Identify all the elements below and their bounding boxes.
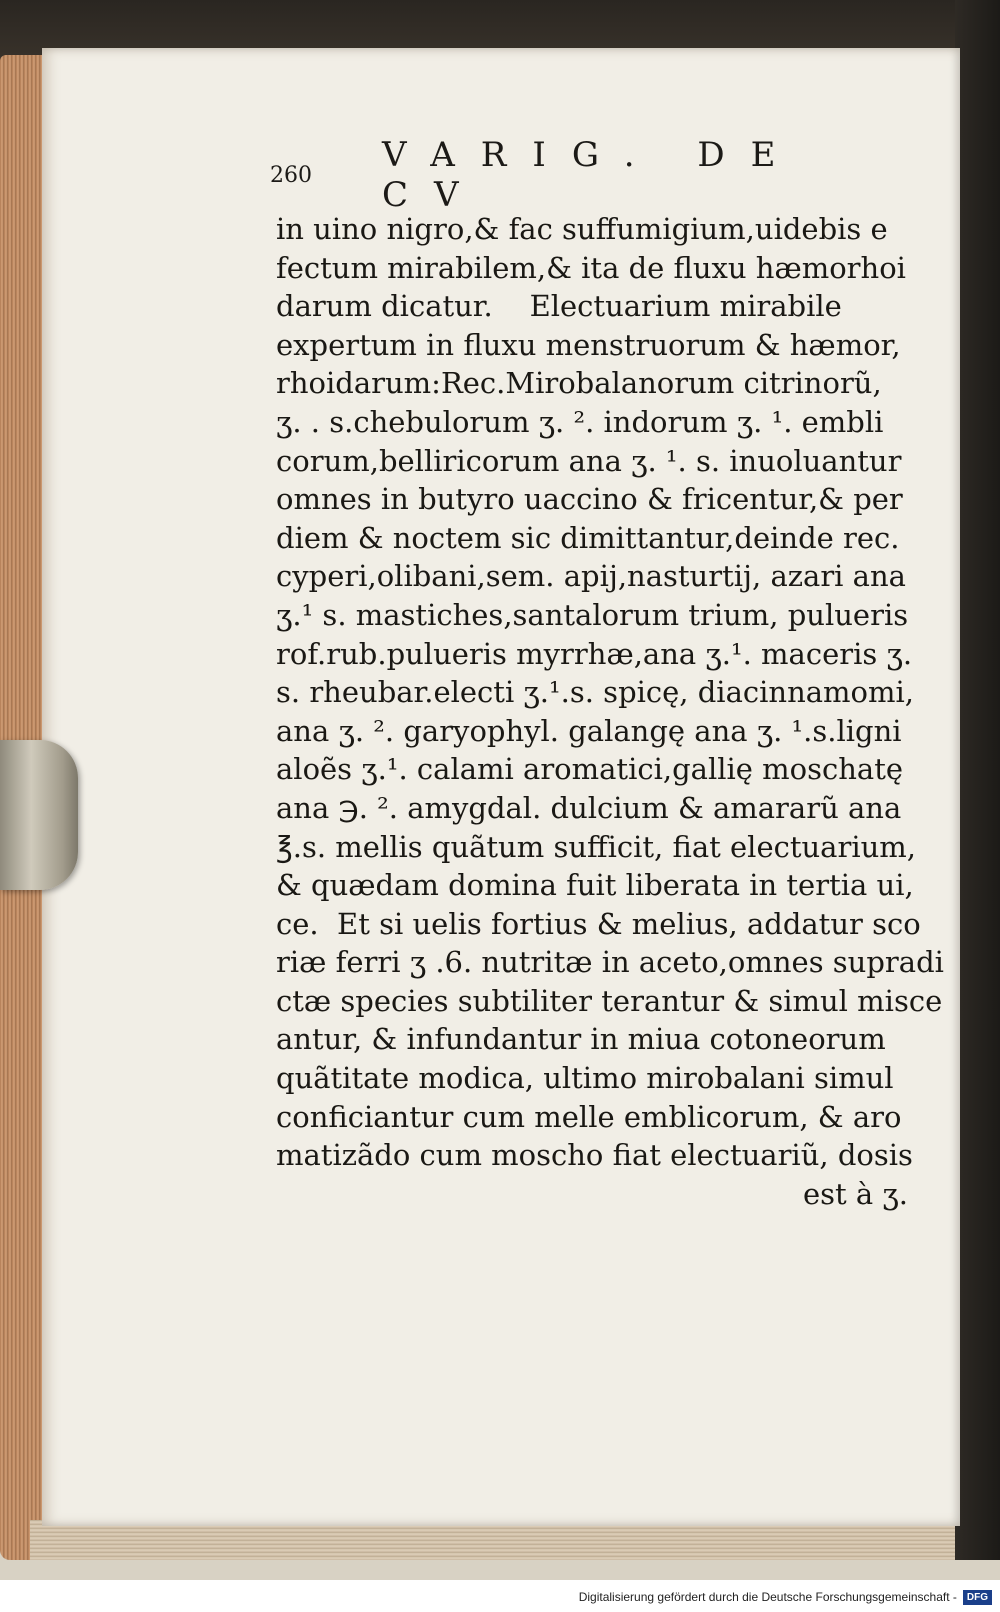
book-binding (955, 0, 1000, 1560)
footer-attribution (0, 1582, 1000, 1612)
page-number: 260 (270, 162, 312, 188)
text-line: & quædam domina fuit liberata in tertia ui, (276, 868, 914, 903)
text-line: rhoidarum:Rec.Mirobalanorum citrinorũ, (276, 366, 882, 401)
running-head: VARIG. DE CV (382, 135, 802, 215)
text-line: ℥.s. mellis quãtum sufficit, fiat electuarium, (276, 829, 916, 864)
text-line: in uino nigro,& fac suffumigium,uidebis e (276, 212, 888, 246)
text-line: corum,belliricorum ana ʒ. ¹. s. inuoluantur (276, 443, 902, 478)
text-line: riæ ferri ʒ .6. nutritæ in aceto,omnes supradi (276, 945, 944, 980)
dfg-logo: DFG (963, 1590, 992, 1605)
text-line: fectum mirabilem,& ita de fluxu hæmorhoi (276, 250, 906, 285)
text-line: ʒ.¹ s. mastiches,santalorum trium, pulueris (276, 597, 909, 632)
text-line: ana ʒ. ². garyophyl. galangę ana ʒ. ¹.s.ligni (276, 713, 902, 748)
text-line: conficiantur cum melle emblicorum, & aro (276, 1099, 902, 1134)
text-line: darum dicatur. Electuarium mirabile (276, 289, 842, 324)
text-line: rof.rub.pulueris myrrhæ,ana ʒ.¹. maceris ʒ. (276, 636, 913, 671)
footer-text: Digitalisierung gefördert durch die Deutsche Forschungsgemeinschaft - (578, 1590, 957, 1604)
text-line: cyperi,olibani,sem. apij,nasturtij, azari ana (276, 559, 906, 594)
text-line: expertum in fluxu menstruorum & hæmor, (276, 327, 901, 362)
text-line-catchword: est à ʒ. (802, 1176, 908, 1211)
text-line: omnes in butyro uaccino & fricentur,& per (276, 482, 903, 517)
text-line: ʒ. . s.chebulorum ʒ. ². indorum ʒ. ¹. embli (276, 404, 884, 439)
text-line: ce. Et si uelis fortius & melius, addatur sco (276, 906, 921, 941)
body-text (276, 210, 944, 1213)
book-clasp (0, 740, 78, 890)
text-line: s. rheubar.electi ʒ.¹.s. spicę, diacinnamomi, (276, 675, 914, 710)
text-line: aloẽs ʒ.¹. calami aromatici,gallię moschatę (276, 752, 904, 787)
running-header (270, 135, 830, 215)
text-line: matizãdo cum moscho fiat electuariũ, dosis (276, 1138, 913, 1173)
text-line: ana ℈. ². amygdal. dulcium & amararũ ana (276, 790, 902, 825)
text-line: quãtitate modica, ultimo mirobalani simul (276, 1061, 894, 1096)
page-bottom-edge (30, 1520, 955, 1560)
text-line: antur, & infundantur in miua cotoneorum (276, 1022, 886, 1057)
text-line: diem & noctem sic dimittantur,deinde rec. (276, 520, 900, 555)
text-line: ctæ species subtiliter terantur & simul misce (276, 983, 943, 1018)
